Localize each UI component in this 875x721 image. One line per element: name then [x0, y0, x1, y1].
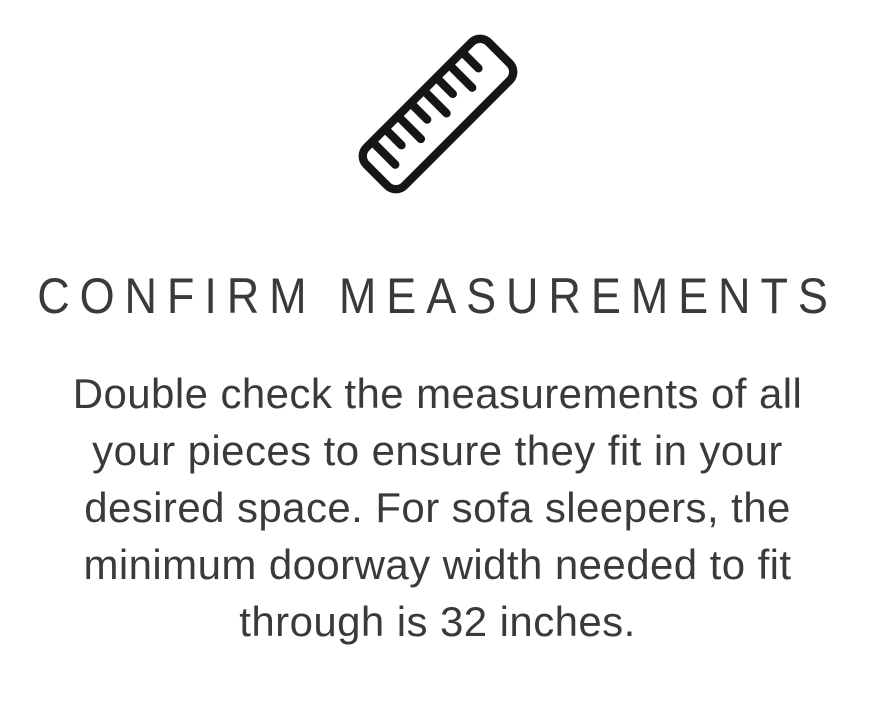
measurement-guidance-panel	[0, 21, 875, 721]
body-line: desired space. For sofa sleepers, the	[84, 483, 791, 531]
body-line: your pieces to ensure they fit in your	[92, 426, 783, 474]
body-line: through is 32 inches.	[239, 597, 636, 645]
section-heading: CONFIRM MEASUREMENTS	[37, 266, 838, 325]
body-text	[0, 365, 875, 650]
body-line: minimum doorway width needed to fit	[83, 540, 792, 588]
body-line: Double check the measurements of all	[72, 369, 803, 417]
ruler-icon	[345, 21, 531, 207]
